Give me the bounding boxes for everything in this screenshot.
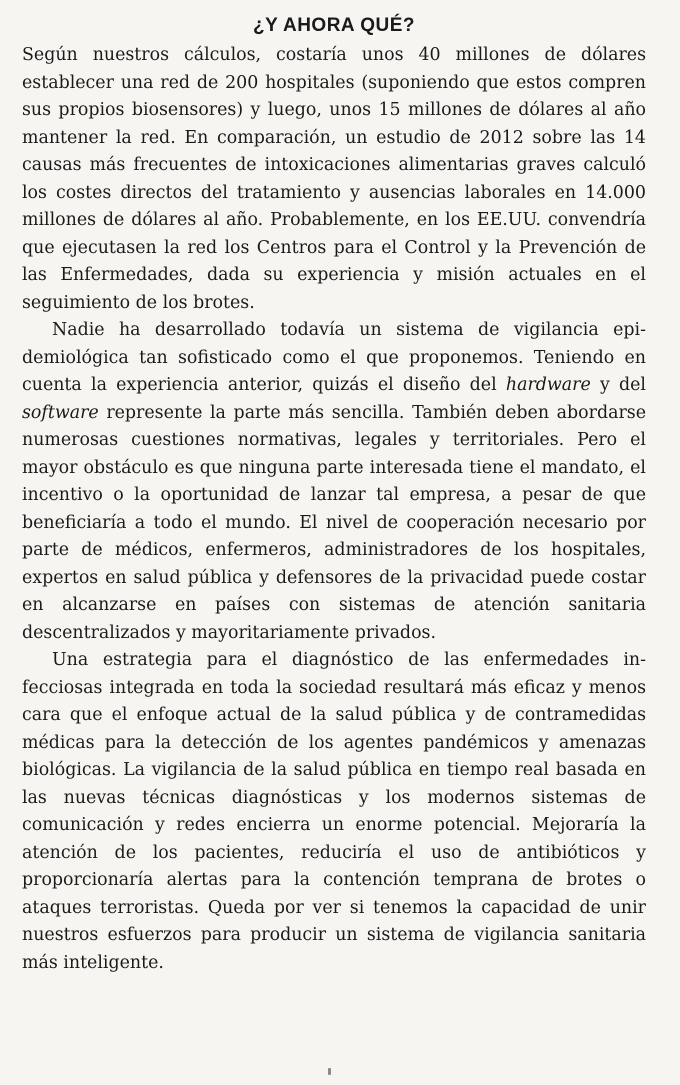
term-software: software xyxy=(22,402,99,423)
paragraph-2-text-c: represente la parte más sencilla. También deben abordarse numerosas cuestiones normativas, legales y territoriales. Pero el mayor obstáculo es que ninguna parte interesada tiene el mandato, el incentivo o la oportunidad de lanzar tal empresa, a pesar de que beneficiaría a todo el mundo. El nivel de cooperación necesario por parte de médicos, enfermeros, administradores de los hospitales, expertos en salud pública y defensores de la privacidad puede costar en alcanzarse en países con sistemas de atención sanitaria descentralizados y mayoritariamente privados. xyxy=(22,402,646,643)
paragraph-1-text: Según nuestros cálculos, costaría unos 40 millones de dólares establecer una red de 200 hospitales (suponiendo que estos compren sus propios biosensores) y luego, unos 15 millones de dólares al año mantener la red. En comparación, un estudio de 2012 sobre las 14 causas más frecuentes de intoxicaciones alimentarias graves calculó los costes directos del tratamiento y ausencias laborales en 14.000 millones de dólares al año. Probablemente, en los EE.UU. convendría que ejecutasen la red los Centros para el Control y la Prevención de las Enfermedades, dada su experiencia y misión actuales en el seguimiento de los brotes. xyxy=(22,45,646,313)
print-speck xyxy=(328,1068,331,1075)
paragraph-2-text-a: Nadie ha desarrollado todavía un sistema de vigilancia epidemiológica tan sofisticado como el que proponemos. Teniendo en cuenta la experiencia anterior, quizás el diseño del xyxy=(22,320,646,395)
paragraph-1 xyxy=(22,42,646,317)
paragraph-2 xyxy=(22,317,646,647)
paragraph-3 xyxy=(22,647,646,977)
paragraph-2-text-b: y del xyxy=(590,375,646,395)
section-heading: ¿Y AHORA QUÉ? xyxy=(252,15,416,36)
paragraph-3-text: Una estrategia para el diagnóstico de las enfermedades infecciosas integrada en toda la sociedad resultará más eficaz y menos cara que el enfoque actual de la salud pública y de contramedidas médicas para la detección de los agentes pandémicos y amenazas biológicas. La vigilancia de la salud pública en tiempo real basada en las nuevas técnicas diagnósticas y los modernos sistemas de comunicación y redes encierra un enorme potencial. Mejoraría la atención de los pacientes, reduciría el uso de antibióticos y proporcionaría alertas para la contención temprana de brotes o ataques terroristas. Queda por ver si tenemos la capacidad de unir nuestros esfuerzos para producir un sistema de vigilancia sanitaria más inteligente. xyxy=(22,650,646,973)
term-hardware: hardware xyxy=(505,375,591,395)
